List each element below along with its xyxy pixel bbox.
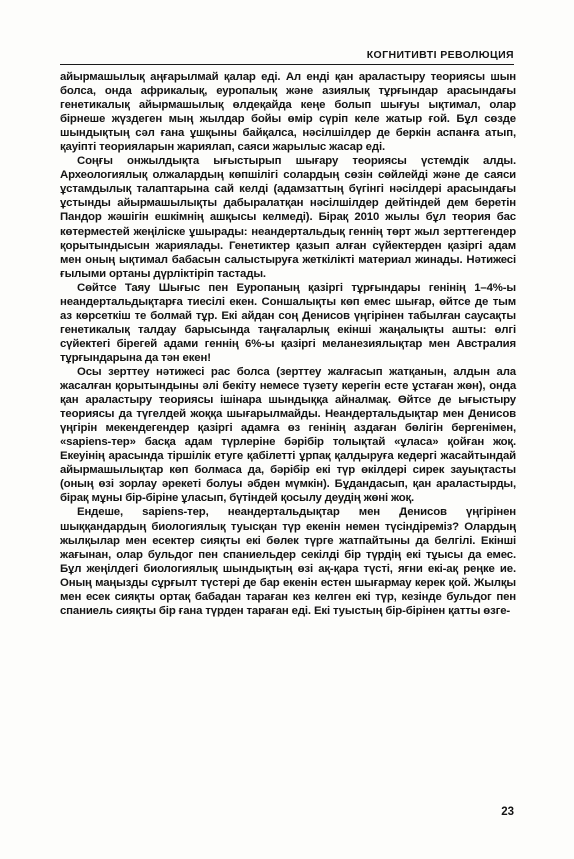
paragraph-2: Соңғы онжылдықта ығыстырып шығару теориясы үстемдік алды. Археологиялық олжалардың көпшілігі солардың сөзін сөйлейді және де саяси ұстамдылық талаптарына сай келді (адамзаттың бүгінгі нәсілдері арасындағы ұстынды айырмашылықты дабыралатқан нәсілшілдер дейтіндей дем беретін Пандор жәшігін ешкімнің ашқысы келмеді). Бірақ 2010 жылы бұл теория бас көтерместей жеңіліске ұшырады: неандертальдық геннің төрт жыл зерттегендер қорытындысын жариялады. Генетиктер қазып алған сүйектерден қазіргі адам мен оның ықтимал бабасын салыстыруға жеткілікті материал жинады. Нәтижесі ғылыми ортаны дүрліктіріп тастады. bbox=[60, 155, 516, 280]
body-text bbox=[60, 70, 516, 618]
paragraph-5: Ендеше, sapiens-тер, неандертальдықтар мен Денисов үңгірінен шыққандардың биологиялық туысқан түр екенін немен түсіндіреміз? Олардың жылқылар мен есектер сияқты екі бөлек түрге жатпайтыны да белгілі. Екінші жағынан, олар бульдог пен спаниельдер секілді бір түрдің екі тұысы да емес. Бұл жеңілдегі биологиялық шындықтың өзі ақ-қара түсті, яғни екі-ақ реңке ие. Оның маңызды сұрғылт түстері де бар екенін естен шығармау керек қой. Жылқы мен есек сияқты ортақ бабадан тараған кез келген екі түр, кезінде бульдог пен спаниель сияқты бір ғана түрден тараған еді. Екі туыстың бір-бірінен қатты өзге- bbox=[60, 506, 516, 617]
header-rule bbox=[60, 64, 514, 65]
paragraph-3: Сөйтсе Таяу Шығыс пен Еуропаның қазіргі тұрғындары генінің 1–4%-ы неандертальдықтарға тиесілі екен. Соншалықты көп емес шығар, өйтсе де тым аз көрсеткіш те болмай тұр. Екі айдан соң Денисов үңгірінен табылған саусақты генетикалық талдау барысында таңғаларлық екінші жаңалықты ашты: өлгі сүйектегі бірегей адами геннің 6%-ы қазіргі меланезиялықтар мен Австралия тұрғындарына да тән екен! bbox=[60, 281, 516, 364]
paragraph-1: айырмашылық аңғарылмай қалар еді. Ал енді қан араластыру теориясы шын болса, онда африкалық, еуропалық және азиялық тұрғындар арасындағы генетикалық айырмашылық өлдеқайда кеңе болып шығуы ықтимал, олар бірнеше жүздеген мың жылдар бойы өмір сүріп келе жатыр ғой. Бұл сөзде шындықтың сәл ғана ұшқыны байқалса, нәсілшілдер де беркін аспанға атып, қауіпті теорияларын жариялап, саяси жарылыс жасар еді. bbox=[60, 71, 516, 154]
page-number: 23 bbox=[501, 806, 514, 818]
running-head: КОГНИТИВТІ РЕВОЛЮЦИЯ bbox=[366, 49, 514, 61]
paragraph-4: Осы зерттеу нәтижесі рас болса (зерттеу жалғасып жатқанын, алдын ала жасалған қорытындыны әлі бекіту немесе түзету керегін есте ұстаған жөн), онда қан араластыру теориясы ішінара шындыққа айналмақ. Өйтсе де ығыстыру теориясы да түгелдей жоққа шығарылмайды. Неандертальдықтар мен Денисов үңгірін мекендегендер қазіргі адамға өз генінің аздаған бөлігін бергенімен, «sapiens-тер» басқа адам түрлеріне бәрібір толықтай «ұласа» қойған жоқ. Екеуінің арасында тіршілік етуге қабілетті ұрпақ қалдыруға кедергі жасайтындай айырмашылықтар көп болмаса да, бәрібір екі түр өкілдері сирек зауықтасты (оның өзі зорлау әрекеті болуы әбден мүмкін). Бұдандасып, қан араластырды, бірақ мұны бір-біріне ұласып, бүтіндей қосылу деудің жөні жоқ. bbox=[60, 365, 516, 505]
